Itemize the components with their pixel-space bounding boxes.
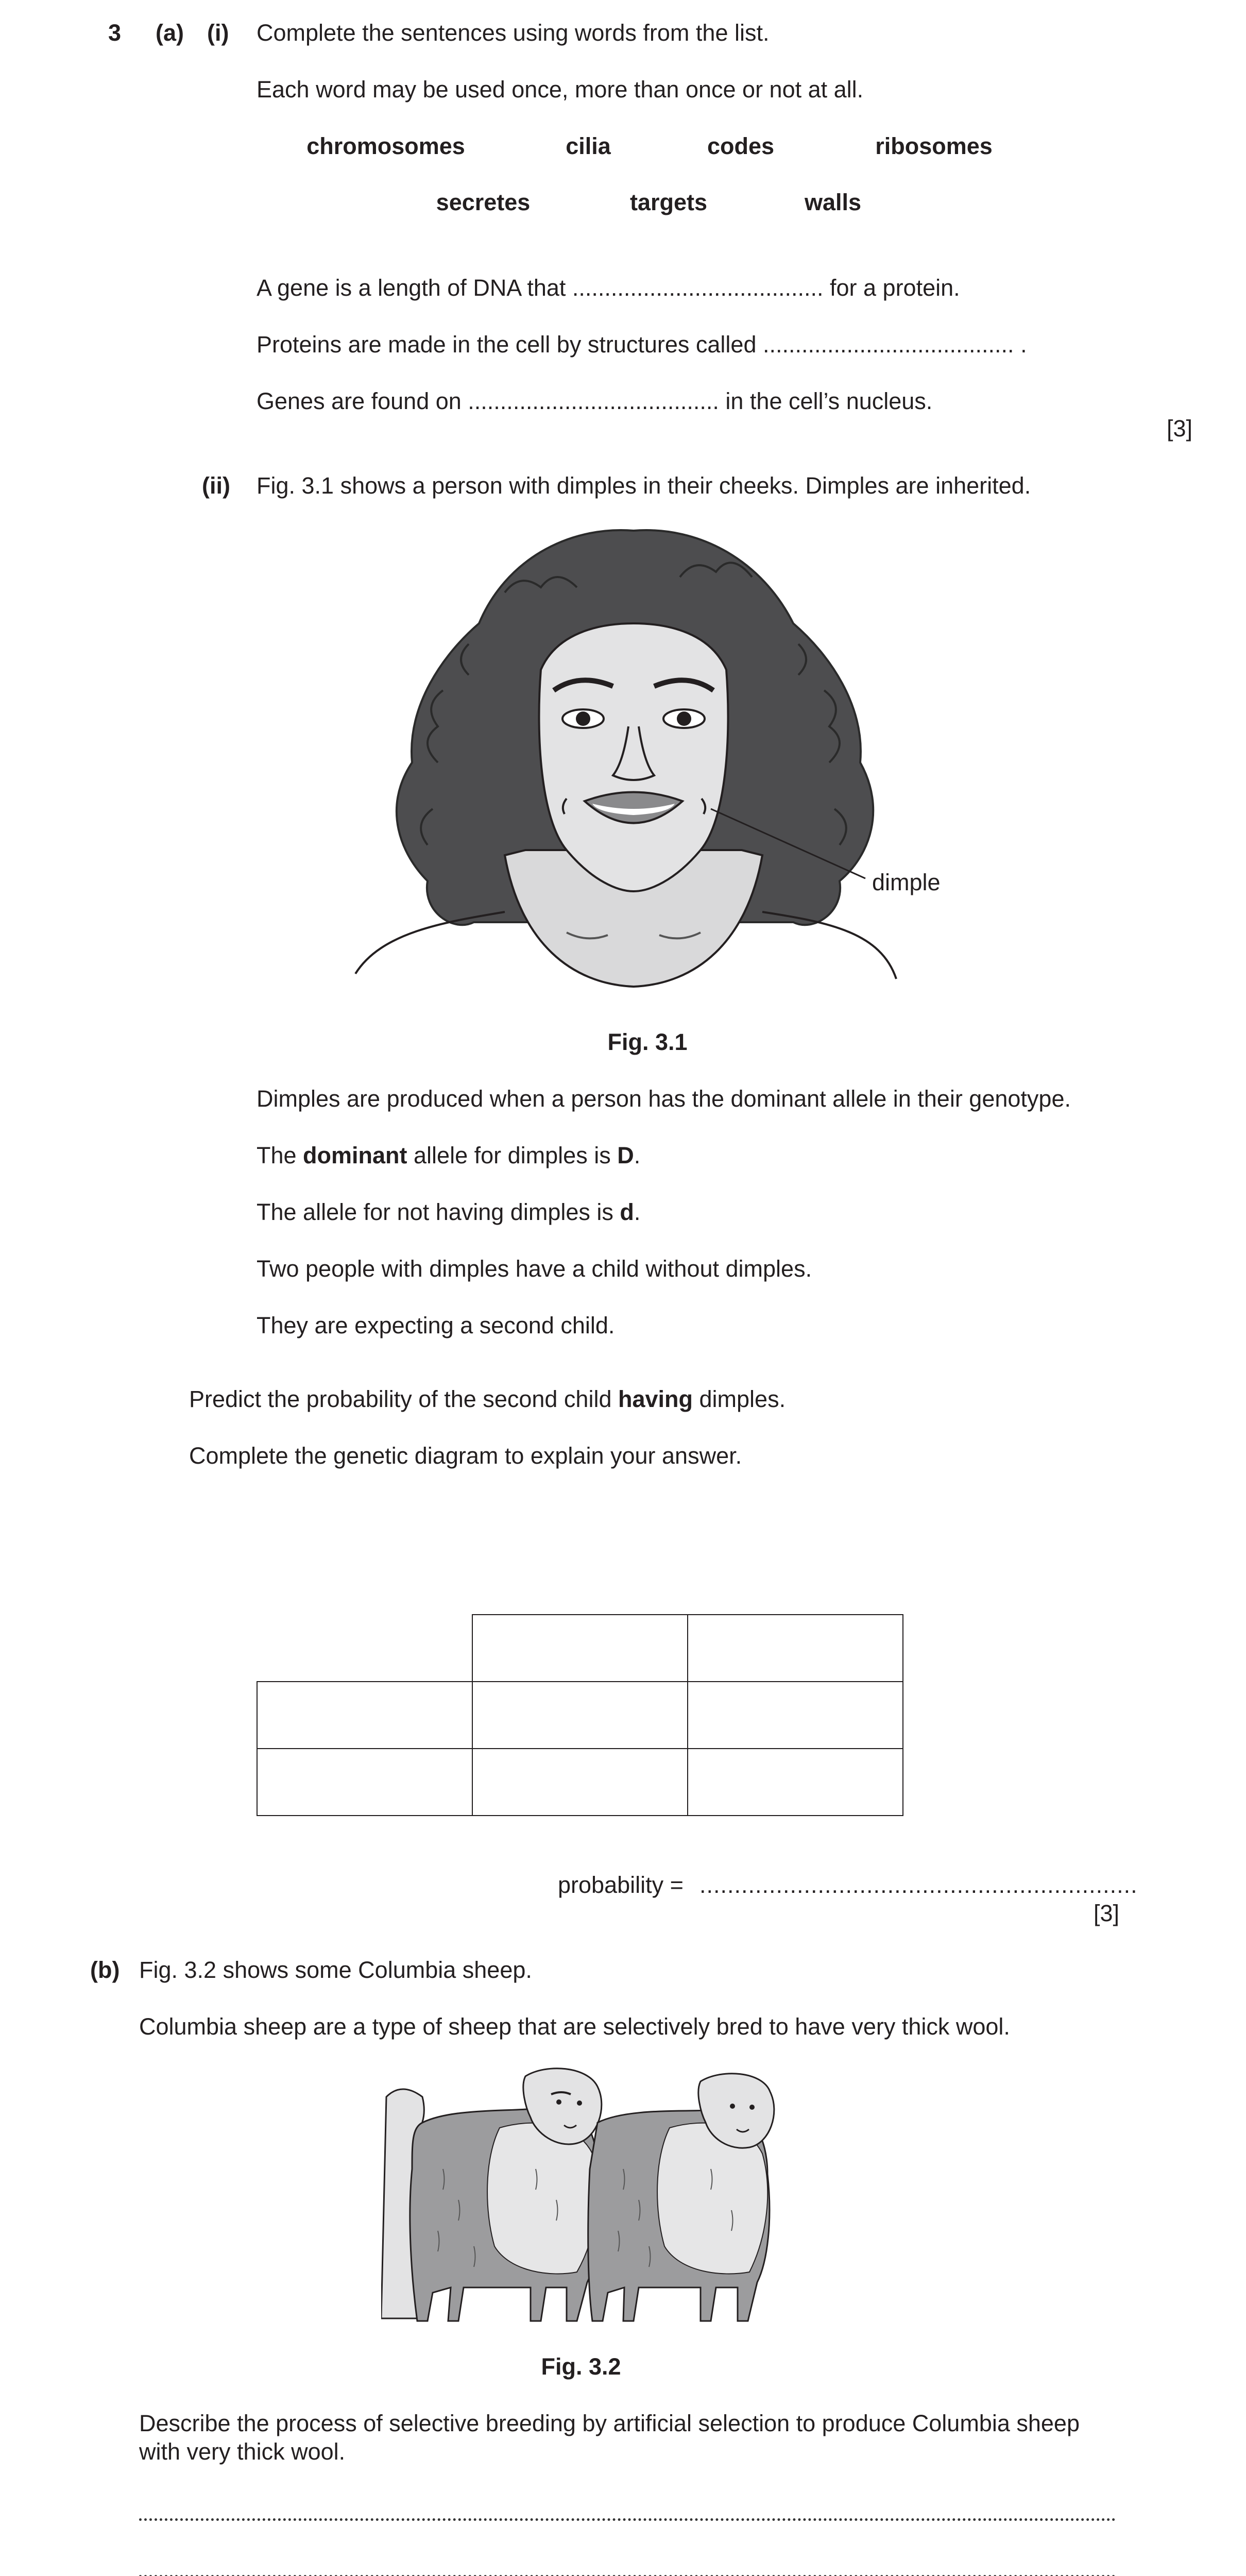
marks-a-ii: [3] — [1093, 1900, 1119, 1926]
sheep-description: Columbia sheep are a type of sheep that are selectively bred to have very thick wool. — [139, 2013, 1010, 2040]
punnett-row-header-2[interactable] — [257, 1749, 472, 1816]
answer-line[interactable] — [139, 2518, 1116, 2521]
word-cilia: cilia — [566, 133, 611, 159]
probability-label: probability = — [558, 1872, 684, 1898]
punnett-cell-1-2[interactable] — [688, 1682, 903, 1749]
fig32-caption: Fig. 3.2 — [541, 2353, 621, 2380]
complete-diagram-text: Complete the genetic diagram to explain your answer. — [189, 1443, 742, 1469]
word-secretes: secretes — [436, 189, 531, 215]
punnett-corner — [257, 1615, 472, 1682]
punnett-cell-2-1[interactable] — [472, 1749, 688, 1816]
word-targets: targets — [629, 189, 708, 215]
dimple-label: dimple — [872, 869, 941, 895]
punnett-cell-1-1[interactable] — [472, 1682, 688, 1749]
sentence-1: A gene is a length of DNA that ....................................... for a protein. — [257, 275, 960, 301]
question-b-line-1: Describe the process of selective breeding by artificial selection to produce Columbia sheep — [139, 2410, 1080, 2436]
question-b-line-2: with very thick wool. — [139, 2438, 346, 2465]
marks-a-i: [3] — [1166, 415, 1192, 442]
note-text: Each word may be used once, more than once or not at all. — [257, 76, 864, 103]
columbia-sheep-illustration — [381, 2066, 783, 2324]
instruction-text: Complete the sentences using words from the list. — [257, 20, 770, 46]
subpart-i-label: (i) — [207, 20, 229, 46]
punnett-cell-2-2[interactable] — [688, 1749, 903, 1816]
fig31-intro: Fig. 3.1 shows a person with dimples in their cheeks. Dimples are inherited. — [257, 472, 1031, 499]
question-number: 3 — [108, 20, 122, 46]
punnett-header-cell-1[interactable] — [472, 1615, 688, 1682]
fig31-caption: Fig. 3.1 — [607, 1029, 688, 1055]
statement-4: Two people with dimples have a child without dimples. — [257, 1256, 812, 1282]
statement-5: They are expecting a second child. — [257, 1312, 615, 1338]
probability-answer-line[interactable]: ............................................................... — [699, 1872, 1138, 1898]
subpart-ii-label: (ii) — [202, 472, 230, 499]
statement-3: The allele for not having dimples is d. — [257, 1199, 641, 1225]
word-codes: codes — [707, 133, 775, 159]
part-b-label: (b) — [90, 1957, 120, 1983]
word-walls: walls — [804, 189, 862, 215]
sentence-2: Proteins are made in the cell by structures called ....................................... . — [257, 331, 1027, 358]
person-with-dimples-illustration — [350, 520, 917, 1005]
punnett-square — [257, 1614, 903, 1816]
word-ribosomes: ribosomes — [875, 133, 993, 159]
fig32-intro: Fig. 3.2 shows some Columbia sheep. — [139, 1957, 532, 1983]
punnett-row-header-1[interactable] — [257, 1682, 472, 1749]
word-chromosomes: chromosomes — [306, 133, 465, 159]
sentence-3: Genes are found on ....................................... in the cell’s nucleus. — [257, 388, 933, 414]
punnett-header-cell-2[interactable] — [688, 1615, 903, 1682]
predict-text: Predict the probability of the second child having dimples. — [189, 1386, 786, 1412]
statement-2: The dominant allele for dimples is D. — [257, 1142, 641, 1168]
part-a-label: (a) — [156, 20, 184, 46]
statement-1: Dimples are produced when a person has the dominant allele in their genotype. — [257, 1086, 1071, 1112]
